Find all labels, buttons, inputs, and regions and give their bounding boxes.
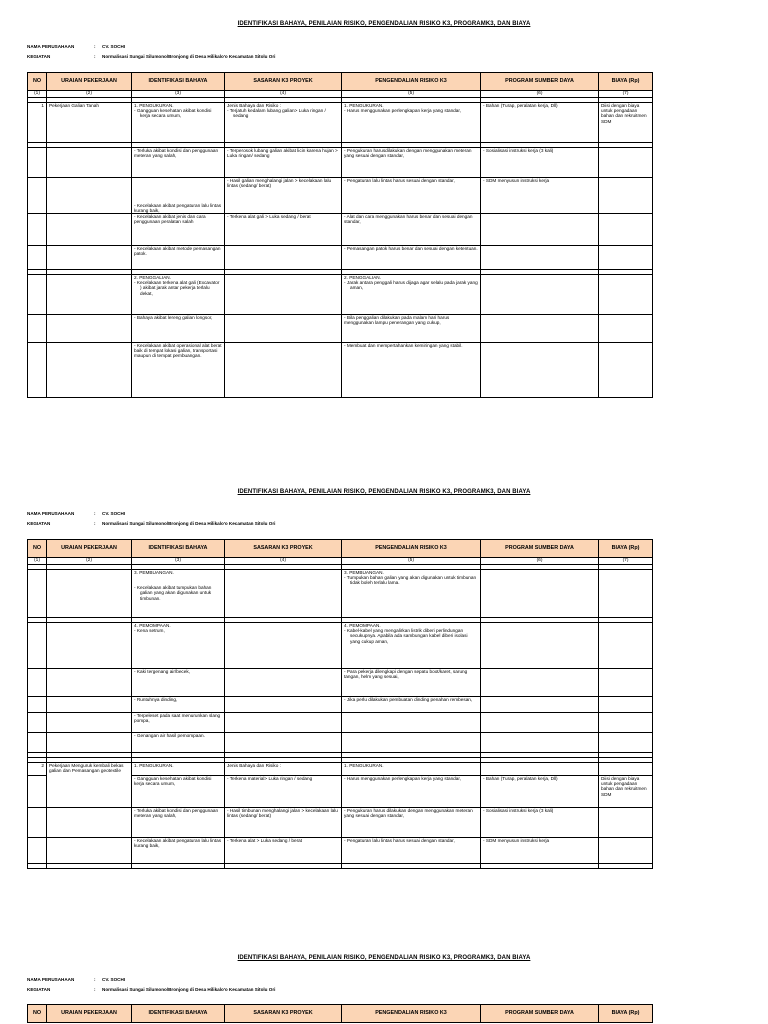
header-pengendalian: PENGENDALIAN RISIKO K3 xyxy=(342,73,481,91)
header-sasaran: SASARAN K3 PROYEK xyxy=(225,1005,342,1023)
control-cell: - Para pekerja dilengkapi dengan sepatu boot/karet, sarung tangan, helm yang sesuai, xyxy=(342,669,481,697)
company-row xyxy=(27,977,125,982)
hazard-text: 1. PENGUKURAN. xyxy=(134,103,174,108)
column-number-row xyxy=(28,558,653,565)
row-number: 2 xyxy=(28,763,47,776)
table-row xyxy=(28,763,653,776)
company-label: NAMA PERUSAHAAN xyxy=(27,44,75,49)
table-row xyxy=(28,838,653,864)
control-cell: 1. PENGUKURAN. xyxy=(342,763,481,776)
hazard-text: - Kecelakaan terkena alat gali (Excavator ) akibat jarak antar pekerja terlalu dekat, xyxy=(134,280,220,296)
table-row xyxy=(28,623,653,669)
table-row xyxy=(28,275,653,315)
table-row xyxy=(28,103,653,143)
table-row xyxy=(28,697,653,713)
control-cell xyxy=(342,623,481,669)
company-value: CV. SOCHI xyxy=(102,977,126,982)
hazard-cell: - Gangguan kesehatan akibat kondisi kerja secara umum, xyxy=(132,776,225,808)
hazard-cell: - Kecelakaan akibat pengaturan lalu lintas kurang baik, xyxy=(132,178,225,214)
activity-value: Normalisasi Sungai Silumono/Bronjong di Desa Hilikalo'o Kecamatan Sitolu Ori xyxy=(102,987,276,992)
control-cell: - Pengukuran harusdilakukan dengan menggunakan meteran yang sesuai dengan standar, xyxy=(342,148,481,178)
col-number: (6) xyxy=(481,558,599,565)
target-cell: Jenis Bahaya dan Risiko : xyxy=(225,763,342,776)
hazard-cell: - Kaki tergenang air/becek, xyxy=(132,669,225,697)
hazard-cell: - Kecelakaan akibat metode pemasangan patok. xyxy=(132,246,225,270)
target-cell: - Terkena alat > Luka sedang / berat xyxy=(225,838,342,864)
program-cell: - Sosialisasi instruksi kerja (3 kali) xyxy=(481,148,599,178)
program-cell: - Bahan (Turap, peralatan kerja, Dll) xyxy=(481,776,599,808)
risk-table-page-2 xyxy=(27,539,653,869)
activity-value: Normalisasi Sungai Silumono/Bronjong di Desa Hilikalo'o Kecamatan Sitolu Ori xyxy=(102,521,276,526)
company-separator: : xyxy=(94,511,96,516)
program-cell: - SDM menyusun instruksi kerja xyxy=(481,178,599,214)
target-cell: - Terperosok lubang galian akibat licin karena hujan > Luka ringan/ sedang xyxy=(225,148,342,178)
company-value: CV. SOCHI xyxy=(102,44,126,49)
hazard-cell: - Runtuhnya dinding, xyxy=(132,697,225,713)
hazard-cell xyxy=(132,623,225,669)
control-cell: - Harus menggunakan perlengkapan kerja yang standar, xyxy=(342,776,481,808)
document-title: IDENTIFIKASI BAHAYA, PENILAIAN RISIKO, PENGENDALIAN RISIKO K3, PROGRAMK3, DAN BIAYA xyxy=(237,489,531,495)
table-row xyxy=(28,343,653,398)
activity-separator: : xyxy=(94,521,96,526)
col-number: (2) xyxy=(47,558,132,565)
header-row xyxy=(28,1005,653,1023)
header-sasaran: SASARAN K3 PROYEK xyxy=(225,73,342,91)
hazard-cell xyxy=(132,103,225,143)
header-uraian: URAIAN PEKERJAAN xyxy=(47,73,132,91)
hazard-cell: 1. PENGUKURAN. xyxy=(132,763,225,776)
control-cell: - Membuat dan mempertahankan kemiringan yang stabil. xyxy=(342,343,481,398)
program-text: - Bahan (Turap, peralatan kerja, Dll) xyxy=(483,103,558,108)
hazard-cell: - Genangan air hasil pemompaan. xyxy=(132,733,225,753)
table-row xyxy=(28,148,653,178)
col-number: (7) xyxy=(599,91,653,98)
control-cell: - Pengaturan lalu lintas harus sesuai dengan standar, xyxy=(342,178,481,214)
target-cell xyxy=(225,103,342,143)
table-row xyxy=(28,570,653,618)
control-text: 2. PENGGALIAN. xyxy=(344,275,381,280)
control-text: 3. PEMBUANGAN. xyxy=(344,570,384,575)
control-cell: - Pengaturan lalu lintas harus sesuai dengan standar, xyxy=(342,838,481,864)
cost-cell: Diisi dengan biaya untuk pengadaan bahan dan rekruitmen SDM xyxy=(599,776,653,808)
table-row xyxy=(28,246,653,270)
header-row xyxy=(28,73,653,91)
program-cell: - Sosialisasi instruksi kerja (3 kali) xyxy=(481,808,599,838)
col-number: (4) xyxy=(225,558,342,565)
header-program: PROGRAM SUMBER DAYA xyxy=(481,1005,599,1023)
control-text: 1. PENGUKURAN. xyxy=(344,103,384,108)
header-identifikasi: IDENTIFIKASI BAHAYA xyxy=(132,1005,225,1023)
header-biaya: BIAYA (Rp) xyxy=(599,73,653,91)
control-cell: - Bila penggalian dilakukan pada malam hari harus menggunakan lampu penerangan yang cukup, xyxy=(342,315,481,343)
target-cell: - Terkena alat gali > Luka sedang / berat xyxy=(225,214,342,246)
company-label: NAMA PERUSAHAAN xyxy=(27,511,75,516)
hazard-cell: - Kecelakaan akibat jenis dan cara penggunaan peralatan salah xyxy=(132,214,225,246)
row-number: 1 xyxy=(28,103,47,143)
hazard-text: 4. PEMOMPAAN. xyxy=(134,623,171,628)
cost-cell: Diisi dengan biaya untuk pengadaan bahan dan rekruitmen SDM xyxy=(599,103,653,143)
target-cell: - Hasil galian menghalangi jalan > kecelakaan lalu lintas (sedang/ berat) xyxy=(225,178,342,214)
col-number: (3) xyxy=(132,558,225,565)
col-number: (6) xyxy=(481,91,599,98)
program-cell xyxy=(481,103,599,143)
company-row xyxy=(27,44,125,49)
control-cell xyxy=(342,275,481,315)
header-sasaran: SASARAN K3 PROYEK xyxy=(225,540,342,558)
target-cell: - Terkena material> Luka ringan / sedang xyxy=(225,776,342,808)
col-number: (5) xyxy=(342,558,481,565)
table-row xyxy=(28,713,653,733)
activity-value: Normalisasi Sungai Silumono/Bronjong di Desa Hilikalo'o Kecamatan Sitolu Ori xyxy=(102,54,276,59)
hazard-cell: - Kecelakaan akibat pengaturan lalu lintas kurang baik, xyxy=(132,838,225,864)
control-text: - Kabel-kabel yang mengalirkan listrik diberi perlindungan secukupnya. Apabila ada sambungan kabel diberi isolasi yang cukup aman, xyxy=(344,628,468,644)
hazard-text: - Kecelakaan akibat tumpukan bahan galian yang akan digunakan untuk timbunan. xyxy=(134,585,212,601)
program-cell: - SDM menyusun instruksi kerja xyxy=(481,838,599,864)
hazard-cell xyxy=(132,570,225,618)
table-row xyxy=(28,315,653,343)
hazard-cell: - Bahaya akibat lereng galian longsor, xyxy=(132,315,225,343)
header-no: NO xyxy=(28,540,47,558)
header-biaya: BIAYA (Rp) xyxy=(599,540,653,558)
header-program: PROGRAM SUMBER DAYA xyxy=(481,73,599,91)
header-pengendalian: PENGENDALIAN RISIKO K3 xyxy=(342,540,481,558)
col-number: (2) xyxy=(47,91,132,98)
header-uraian: URAIAN PEKERJAAN xyxy=(47,540,132,558)
activity-row xyxy=(27,54,275,59)
control-cell: - Jika perlu dilakukan pembuatan dinding penahan rembesan, xyxy=(342,697,481,713)
hazard-text: 2. PENGGALIAN. xyxy=(134,275,171,280)
activity-separator: : xyxy=(94,54,96,59)
document-title: IDENTIFIKASI BAHAYA, PENILAIAN RISIKO, PENGENDALIAN RISIKO K3, PROGRAMK3, DAN BIAYA xyxy=(237,21,531,27)
control-cell: - Pemasangan patok harus benar dan sesuai dengan ketentuan. xyxy=(342,246,481,270)
activity-row xyxy=(27,521,275,526)
col-number: (1) xyxy=(28,91,47,98)
hazard-cell: - Terluka akibat kondisi dan penggunaan meteran yang salah, xyxy=(132,808,225,838)
header-identifikasi: IDENTIFIKASI BAHAYA xyxy=(132,540,225,558)
target-text: Jenis Bahaya dan Risiko : xyxy=(227,103,281,108)
col-number: (5) xyxy=(342,91,481,98)
activity-row xyxy=(27,987,275,992)
control-cell xyxy=(342,570,481,618)
header-identifikasi: IDENTIFIKASI BAHAYA xyxy=(132,73,225,91)
header-uraian: URAIAN PEKERJAAN xyxy=(47,1005,132,1023)
work-item: Pekerjaan Menguruk kembali bekas galian dan Pemasangan geotextile xyxy=(47,763,132,808)
table-row xyxy=(28,733,653,753)
activity-label: KEGIATAN xyxy=(27,521,51,526)
risk-table-page-3 xyxy=(27,1004,653,1023)
control-text: - Harus menggunakan perlengkapan kerja yang standar, xyxy=(344,108,462,114)
activity-separator: : xyxy=(94,987,96,992)
col-number: (7) xyxy=(599,558,653,565)
header-no: NO xyxy=(28,1005,47,1023)
control-text: 4. PEMOMPAAN. xyxy=(344,623,381,628)
hazard-cell: - Terluka akibat kondisi dan penggunaan meteran yang salah, xyxy=(132,148,225,178)
header-no: NO xyxy=(28,73,47,91)
hazard-text: - Kena setrum, xyxy=(134,628,165,634)
table-row xyxy=(28,669,653,697)
work-item: Pekerjaan Galian Tanah xyxy=(47,103,132,143)
control-text: - Jarak antara penggali harus dijaga agar selalu pada jarak yang aman, xyxy=(344,280,478,291)
document-title: IDENTIFIKASI BAHAYA, PENILAIAN RISIKO, PENGENDALIAN RISIKO K3, PROGRAMK3, DAN BIAYA xyxy=(237,955,531,961)
activity-label: KEGIATAN xyxy=(27,987,51,992)
hazard-cell xyxy=(132,275,225,315)
table-row xyxy=(28,808,653,838)
control-cell: - Pengukuran harus dilakukan dengan menggunakan meteran yang sesuai dengan standar, xyxy=(342,808,481,838)
header-program: PROGRAM SUMBER DAYA xyxy=(481,540,599,558)
company-row xyxy=(27,511,125,516)
hazard-text: - Gangguan kesehatan akibat kondisi kerja secara umum, xyxy=(134,108,212,119)
company-value: CV. SOCHI xyxy=(102,511,126,516)
spacer-row xyxy=(28,864,653,869)
control-cell: - Alat dan cara menggunakan harus benar dan sesuai dengan standar, xyxy=(342,214,481,246)
header-row xyxy=(28,540,653,558)
table-row xyxy=(28,214,653,246)
col-number: (1) xyxy=(28,558,47,565)
header-pengendalian: PENGENDALIAN RISIKO K3 xyxy=(342,1005,481,1023)
header-biaya: BIAYA (Rp) xyxy=(599,1005,653,1023)
activity-label: KEGIATAN xyxy=(27,54,51,59)
hazard-text: 3. PEMBUANGAN. xyxy=(134,570,174,575)
company-label: NAMA PERUSAHAAN xyxy=(27,977,75,982)
company-separator: : xyxy=(94,44,96,49)
hazard-cell: - Terpeleset pada saat menurunkan slang pompa, xyxy=(132,713,225,733)
hazard-cell: - Kecelakaan akibat operasional alat berat baik di tempat lokasi galian, transportasi maupun di tempat pembuangan. xyxy=(132,343,225,398)
company-separator: : xyxy=(94,977,96,982)
target-text: - Terjatuh kedalam lubang galian> Luka ringan / sedang xyxy=(227,108,326,119)
target-cell: - Hasil timbunan menghalangi jalan > kecelakaan lalu lintas (sedang/ berat) xyxy=(225,808,342,838)
col-number: (3) xyxy=(132,91,225,98)
table-row xyxy=(28,178,653,214)
control-cell xyxy=(342,103,481,143)
control-text: - Tumpukan bahan galian yang akan digunakan untuk timbunan tidak boleh terlalu lama. xyxy=(344,575,477,586)
column-number-row xyxy=(28,91,653,98)
col-number: (4) xyxy=(225,91,342,98)
risk-table-page-1 xyxy=(27,72,653,398)
